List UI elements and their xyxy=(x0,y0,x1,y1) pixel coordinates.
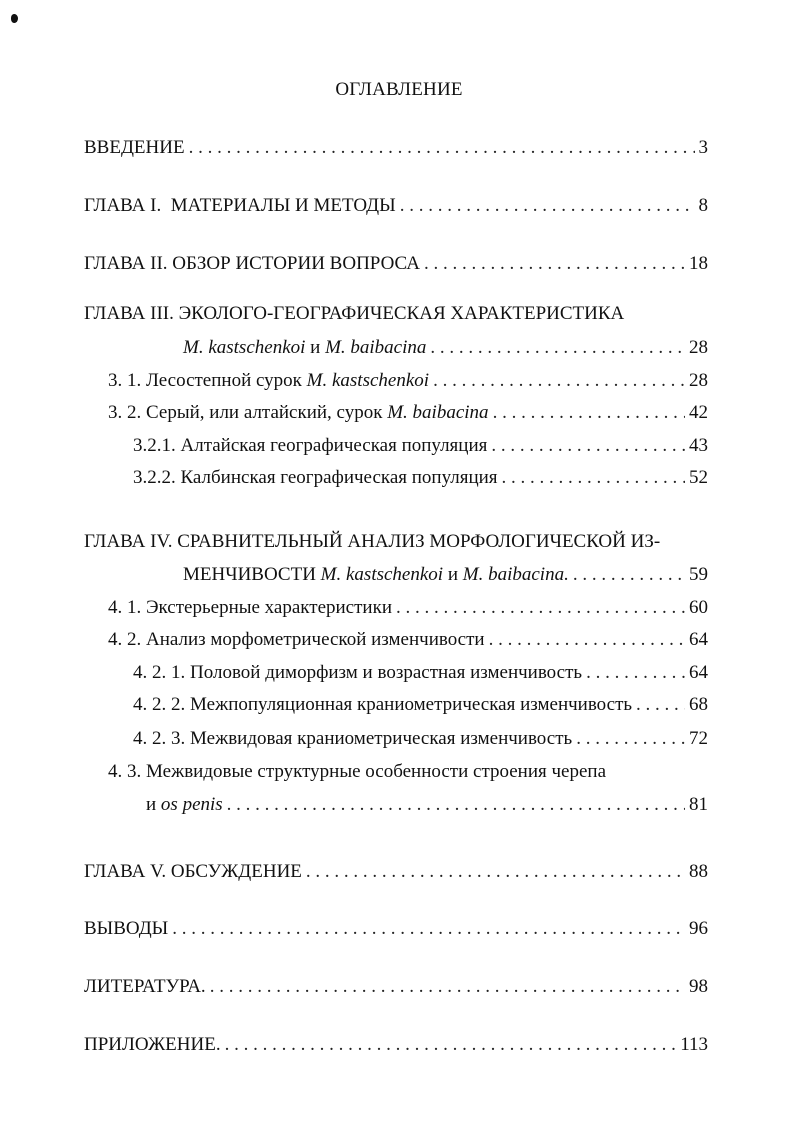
latin-term: os penis xyxy=(160,794,223,815)
toc-entry-chapter-2[interactable] xyxy=(84,252,708,276)
toc-entry-title: ГЛАВА V. ОБСУЖДЕНИЕ xyxy=(84,861,302,882)
toc-entry-title: 4. 2. 2. Межпопуляционная краниометрическая изменчивость xyxy=(133,694,633,715)
toc-entry-section-4-2-3[interactable] xyxy=(133,727,708,751)
leader-dots xyxy=(424,252,685,276)
toc-page-number: 64 xyxy=(689,629,708,650)
leader-dots xyxy=(225,1033,677,1057)
scan-artifact-dot xyxy=(11,14,18,23)
toc-page-number: 96 xyxy=(689,918,708,939)
toc-page-number: 18 xyxy=(689,253,708,274)
toc-entry-section-3-2-2[interactable] xyxy=(133,466,708,490)
toc-entry-title: 3.2.2. Калбинская географическая популяция xyxy=(133,467,498,488)
toc-heading: ОГЛАВЛЕНИЕ xyxy=(335,79,463,100)
toc-page-number: 72 xyxy=(689,728,708,749)
leader-dots xyxy=(636,693,685,717)
toc-entry-title: 3.2.1. Алтайская географическая популяция xyxy=(133,435,488,456)
species-name: M. baibacina xyxy=(325,337,427,358)
toc-page-number: 113 xyxy=(680,1034,708,1055)
leader-dots xyxy=(586,661,685,685)
toc-entry-section-4-2[interactable] xyxy=(108,628,708,652)
toc-entry-section-4-3-line2[interactable] xyxy=(146,793,708,817)
toc-entry-title: 4. 2. 3. Межвидовая краниометрическая изменчивость xyxy=(133,728,573,749)
toc-page-number: 42 xyxy=(689,402,708,423)
toc-entry-title: ПРИЛОЖЕНИЕ. xyxy=(84,1034,221,1055)
species-name: M. kastschenkoi xyxy=(183,337,306,358)
leader-dots xyxy=(489,628,685,652)
section-title-text: 3. 2. Серый, или алтайский, сурок xyxy=(108,402,383,423)
species-name: M. baibacina. xyxy=(462,564,569,585)
leader-dots xyxy=(433,369,685,393)
toc-entry-title: 4. 2. 1. Половой диморфизм и возрастная изменчивость xyxy=(133,662,583,683)
toc-entry-section-4-2-2[interactable] xyxy=(133,693,708,717)
toc-page-number: 81 xyxy=(689,794,708,815)
toc-entry-section-4-3-line1[interactable]: 4. 3. Межвидовые структурные особенности строения черепа xyxy=(108,761,606,782)
toc-entry-chapter-4-line2[interactable] xyxy=(183,563,708,587)
toc-entry-title: ГЛАВА I. МАТЕРИАЛЫ И МЕТОДЫ xyxy=(84,195,396,216)
toc-entry-chapter-4-line1[interactable]: ГЛАВА IV. СРАВНИТЕЛЬНЫЙ АНАЛИЗ МОРФОЛОГИЧЕСКОЙ ИЗ- xyxy=(84,531,661,552)
toc-entry-section-3-1[interactable] xyxy=(108,369,708,393)
conjunction: и xyxy=(146,794,157,815)
toc-entry-section-3-2[interactable] xyxy=(108,401,708,425)
leader-dots xyxy=(491,434,685,458)
toc-page-number: 64 xyxy=(689,662,708,683)
toc-entry-section-4-1[interactable] xyxy=(108,596,708,620)
leader-dots xyxy=(576,727,685,751)
leader-dots xyxy=(573,563,685,587)
species-name: M. kastschenkoi xyxy=(306,370,430,391)
toc-page-number: 60 xyxy=(689,597,708,618)
toc-page-number: 68 xyxy=(689,694,708,715)
toc-entry-title xyxy=(146,793,223,817)
leader-dots xyxy=(210,975,685,999)
toc-entry-chapter-1[interactable] xyxy=(84,194,708,218)
toc-entry-section-4-2-1[interactable] xyxy=(133,661,708,685)
toc-page-number: 52 xyxy=(689,467,708,488)
leader-dots xyxy=(430,336,685,360)
section-title-text: 3. 1. Лесостепной сурок xyxy=(108,370,302,391)
toc-entry-title xyxy=(183,336,426,360)
leader-dots xyxy=(396,596,685,620)
toc-entry-chapter-5[interactable] xyxy=(84,860,708,884)
toc-entry-title: 4. 2. Анализ морфометрической изменчивости xyxy=(108,629,485,650)
leader-dots xyxy=(172,917,685,941)
species-name: M. kastschenkoi xyxy=(320,564,444,585)
leader-dots xyxy=(400,194,695,218)
toc-entry-conclusions[interactable] xyxy=(84,917,708,941)
species-name: M. baibacina xyxy=(387,402,489,423)
toc-entry-chapter-3-line1[interactable]: ГЛАВА III. ЭКОЛОГО-ГЕОГРАФИЧЕСКАЯ ХАРАКТЕРИСТИКА xyxy=(84,303,625,324)
toc-page-number: 43 xyxy=(689,435,708,456)
toc-page-number: 98 xyxy=(689,976,708,997)
toc-entry-title xyxy=(108,401,489,425)
leader-dots xyxy=(306,860,685,884)
leader-dots xyxy=(502,466,685,490)
toc-entry-title: 4. 1. Экстерьерные характеристики xyxy=(108,597,392,618)
leader-dots xyxy=(493,401,685,425)
conjunction: и xyxy=(447,564,458,585)
toc-entry-intro[interactable] xyxy=(84,136,708,160)
toc-entry-chapter-3-line2[interactable] xyxy=(183,336,708,360)
toc-entry-title: ВВЕДЕНИЕ xyxy=(84,137,185,158)
toc-page-number: 28 xyxy=(689,370,708,391)
toc-page-number: 3 xyxy=(698,137,708,158)
toc-entry-literature[interactable] xyxy=(84,975,708,999)
toc-page-number: 8 xyxy=(698,195,708,216)
toc-entry-appendix[interactable] xyxy=(84,1033,708,1057)
toc-entry-title xyxy=(183,563,569,587)
toc-entry-title: ЛИТЕРАТУРА. xyxy=(84,976,206,997)
toc-page-number: 28 xyxy=(689,337,708,358)
leader-dots xyxy=(227,793,685,817)
toc-entry-title: ВЫВОДЫ xyxy=(84,918,169,939)
toc-page-number: 59 xyxy=(689,564,708,585)
toc-entry-title: ГЛАВА II. ОБЗОР ИСТОРИИ ВОПРОСА xyxy=(84,253,420,274)
toc-page-number: 88 xyxy=(689,861,708,882)
conjunction: и xyxy=(310,337,321,358)
toc-entry-title xyxy=(108,369,429,393)
leader-dots xyxy=(189,136,695,160)
toc-entry-section-3-2-1[interactable] xyxy=(133,434,708,458)
chapter-title-text: МЕНЧИВОСТИ xyxy=(183,564,316,585)
